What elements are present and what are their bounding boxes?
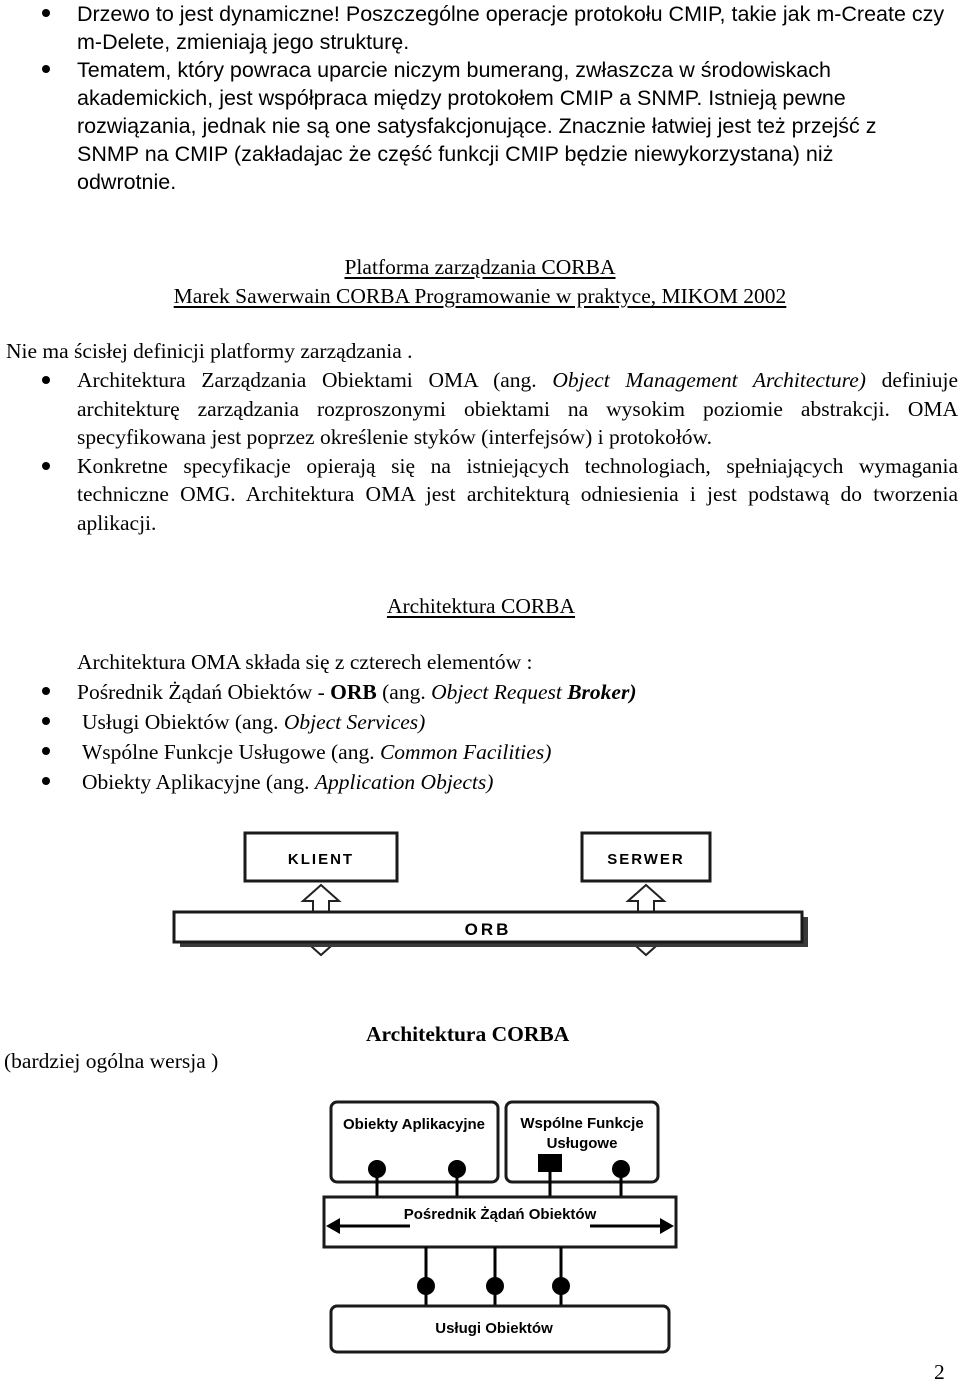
server-label: SERWER bbox=[607, 851, 685, 868]
client-label: KLIENT bbox=[287, 851, 355, 868]
object-services-label: Usługi Obiektów bbox=[435, 1320, 553, 1337]
intro-bullet-1-text: Drzewo to jest dynamiczne! Poszczególne operacje protokołu CMIP, takie jak m-Create czy m-Delete, zmieniają jego strukturę. bbox=[77, 2, 945, 54]
facility-connector-2 bbox=[612, 1160, 630, 1178]
app-objects-label: Obiekty Aplikacyjne bbox=[342, 1116, 486, 1133]
app-objects-english: Application Objects) bbox=[314, 770, 494, 794]
oma-element-orb bbox=[0, 677, 960, 707]
section1-bullet-2 bbox=[0, 452, 958, 538]
oma-specs-text: Konkretne specyfikacje opierają się na istniejących technologiach, spełniających wymagania techniczne OMG. Architektura OMA jest architekturą odniesienia i jest podstawą do tworzenia aplikacji. bbox=[77, 453, 958, 535]
section1-reference: Marek Sawerwain CORBA Programowanie w praktyce, MIKOM 2002 bbox=[173, 284, 787, 308]
oma-element-services bbox=[0, 707, 960, 737]
oma-element-facilities bbox=[0, 737, 960, 767]
section1-intro: Nie ma ścisłej definicji platformy zarządzania . bbox=[6, 339, 413, 363]
intro-bullet-1 bbox=[0, 0, 947, 56]
oma-text-1: Architektura Zarządzania Obiektami OMA (ang. bbox=[77, 368, 553, 392]
orb-english-bold: Broker) bbox=[567, 680, 637, 704]
section1-bullet-list bbox=[0, 366, 958, 537]
orb-abbrev: ORB bbox=[330, 680, 377, 704]
orb-diagram bbox=[170, 825, 820, 965]
app-objects-box bbox=[331, 1102, 498, 1182]
section2-intro: Architektura OMA składa się z czterech elementów : bbox=[77, 650, 533, 674]
section1-bullet-1 bbox=[0, 366, 958, 452]
bottom-connectors bbox=[426, 1247, 561, 1306]
facility-connector-1 bbox=[538, 1154, 562, 1172]
common-facilities-label-2: Usługowe bbox=[546, 1135, 618, 1152]
common-facilities-label-1: Wspólne Funkcje bbox=[520, 1115, 644, 1132]
intro-bullet-2-text: Tematem, który powraca uparcie niczym bumerang, zwłaszcza w środowiskach akademickich, jest współpraca między protokołem CMIP a SNMP. Istnieją pewne rozwiązania, jednak nie są one satysfakcjonujące. Znacznie łatwiej jest też przejść z SNMP na CMIP (zakładajac że część funkcji CMIP będzie niewykorzystana) niż odwrotnie. bbox=[77, 58, 877, 194]
services-label: Usługi Obiektów (ang. bbox=[82, 710, 284, 734]
oma-text-2: definiuje architekturę zarządzania rozproszonymi obiektami na wysokim poziomie abstrakcji. OMA specyfikowana jest poprzez określenie styków (interfejsów) i protokołów. bbox=[77, 368, 959, 449]
oma-element-app-objects bbox=[0, 767, 960, 797]
broker-label: Pośrednik Żądań Obiektów bbox=[403, 1206, 597, 1223]
app-connector-2 bbox=[448, 1160, 466, 1178]
orb-ang: (ang. bbox=[376, 680, 432, 704]
intro-bullet-list bbox=[0, 0, 960, 196]
intro-bullet-2 bbox=[0, 56, 907, 196]
services-english: Object Services) bbox=[283, 710, 426, 734]
orb-english: Object Request bbox=[431, 680, 568, 704]
section1-title: Platforma zarządzania CORBA bbox=[344, 255, 616, 279]
section2-title: Architektura CORBA bbox=[386, 594, 576, 618]
app-objects-label: Obiekty Aplikacyjne (ang. bbox=[82, 770, 315, 794]
corba-general-diagram bbox=[320, 1096, 680, 1356]
service-connector-3 bbox=[552, 1277, 570, 1295]
facilities-english: Common Facilities) bbox=[379, 740, 552, 764]
orb-label: Pośrednik Żądań Obiektów - bbox=[77, 680, 331, 704]
section3-title: Architektura CORBA bbox=[366, 1022, 570, 1046]
page-number: 2 bbox=[934, 1360, 945, 1384]
service-connector-2 bbox=[486, 1277, 504, 1295]
app-connector-1 bbox=[368, 1160, 386, 1178]
oma-english-name: Object Management Architecture) bbox=[552, 368, 866, 392]
service-connector-1 bbox=[417, 1277, 435, 1295]
oma-elements-list bbox=[0, 677, 960, 797]
general-version-caption: (bardziej ogólna wersja ) bbox=[4, 1049, 219, 1073]
facilities-label: Wspólne Funkcje Usługowe (ang. bbox=[82, 740, 380, 764]
orb-bar-label: ORB bbox=[464, 920, 512, 939]
